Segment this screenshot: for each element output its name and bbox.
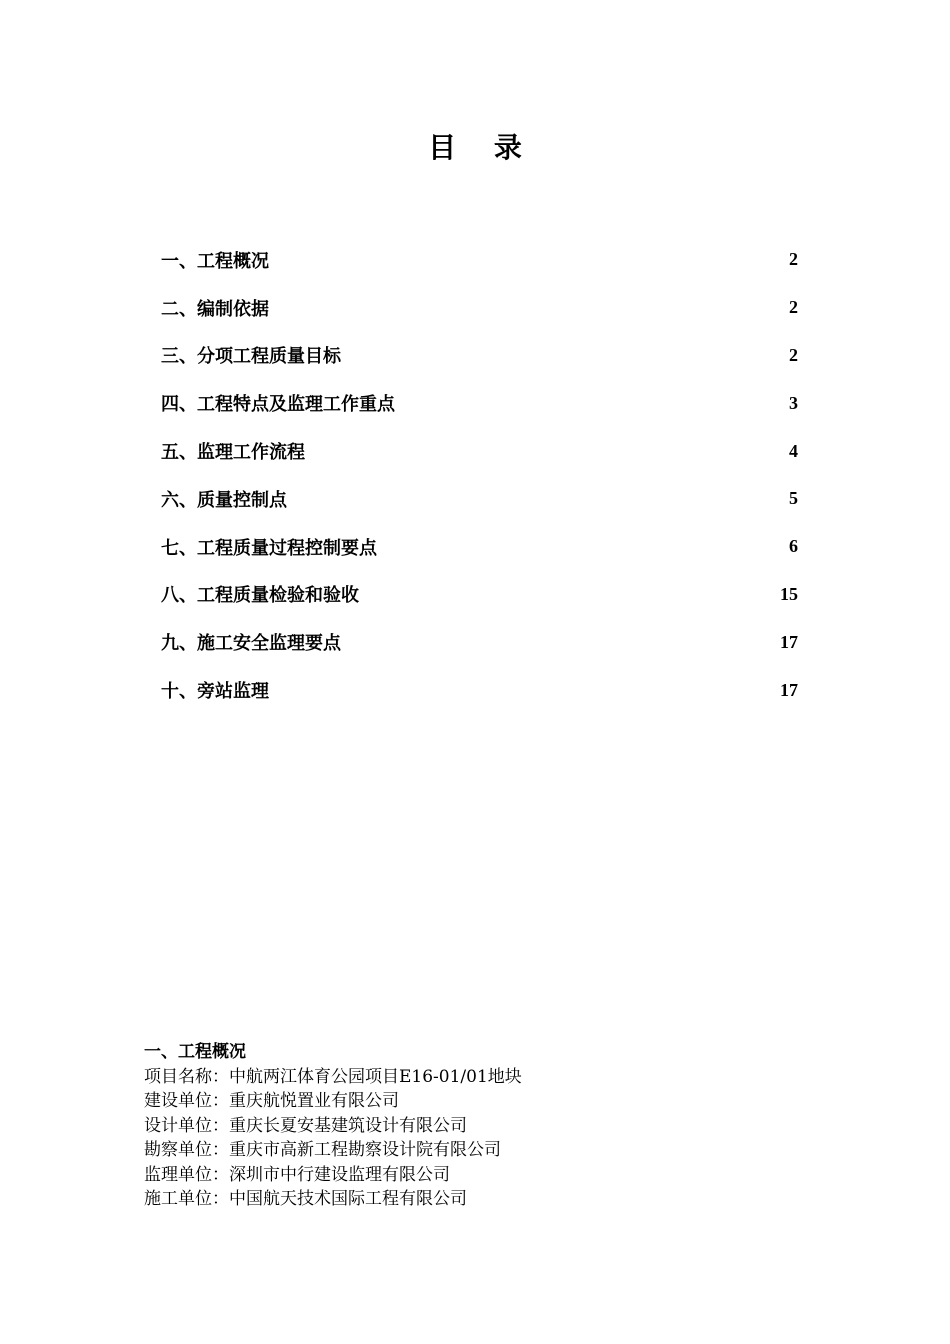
survey-unit: 勘察单位：重庆市高新工程勘察设计院有限公司 bbox=[144, 1140, 501, 1160]
design-unit: 设计单位：重庆长夏安基建筑设计有限公司 bbox=[144, 1115, 467, 1136]
toc-entry-label: 十、旁站监理 bbox=[161, 681, 269, 703]
toc-entry-label: 五、监理工作流程 bbox=[161, 442, 305, 464]
toc-title: 目 录 bbox=[428, 131, 536, 164]
toc-entry-label: 一、工程概况 bbox=[161, 250, 269, 272]
toc-entry-quality-goals[interactable] bbox=[161, 332, 798, 380]
toc-entry-page: 2 bbox=[789, 249, 798, 270]
toc-entry-page: 6 bbox=[789, 536, 798, 557]
toc-entry-page: 3 bbox=[789, 392, 798, 413]
supervision-unit: 监理单位：深圳市中行建设监理有限公司 bbox=[144, 1164, 450, 1185]
project-name: 项目名称：中航两江体育公园项目E16-01/01地块 bbox=[144, 1066, 522, 1087]
toc-entry-page: 4 bbox=[789, 440, 798, 461]
owner-unit: 建设单位：重庆航悦置业有限公司 bbox=[144, 1091, 399, 1111]
toc-entry-overview[interactable] bbox=[161, 236, 798, 284]
toc-entry-inspection[interactable] bbox=[161, 571, 798, 619]
toc-entry-label: 七、工程质量过程控制要点 bbox=[161, 537, 377, 559]
toc-entry-label: 九、施工安全监理要点 bbox=[161, 633, 341, 655]
toc-entry-page: 2 bbox=[789, 344, 798, 365]
project-overview-section bbox=[144, 1040, 844, 1212]
construction-unit: 施工单位：中国航天技术国际工程有限公司 bbox=[144, 1189, 467, 1209]
toc-entry-features[interactable] bbox=[161, 379, 798, 427]
toc-entry-label: 三、分项工程质量目标 bbox=[161, 346, 341, 368]
toc-entry-page: 2 bbox=[789, 297, 798, 318]
toc-entry-label: 二、编制依据 bbox=[161, 298, 269, 320]
toc-entry-control-points[interactable] bbox=[161, 475, 798, 523]
toc-entry-page: 15 bbox=[780, 583, 798, 604]
toc-entry-safety[interactable] bbox=[161, 618, 798, 666]
toc-entry-onsite-supervision[interactable] bbox=[161, 666, 798, 714]
toc-entry-basis[interactable] bbox=[161, 284, 798, 332]
toc-entry-workflow[interactable] bbox=[161, 427, 798, 475]
table-of-contents bbox=[161, 236, 798, 714]
section-heading: 一、工程概况 bbox=[144, 1042, 246, 1062]
toc-entry-page: 17 bbox=[780, 679, 798, 700]
toc-entry-page: 5 bbox=[789, 488, 798, 509]
toc-entry-page: 17 bbox=[780, 631, 798, 652]
toc-entry-label: 八、工程质量检验和验收 bbox=[161, 585, 359, 607]
toc-entry-process-control[interactable] bbox=[161, 523, 798, 571]
toc-entry-label: 四、工程特点及监理工作重点 bbox=[161, 394, 395, 416]
toc-entry-label: 六、质量控制点 bbox=[161, 489, 287, 511]
